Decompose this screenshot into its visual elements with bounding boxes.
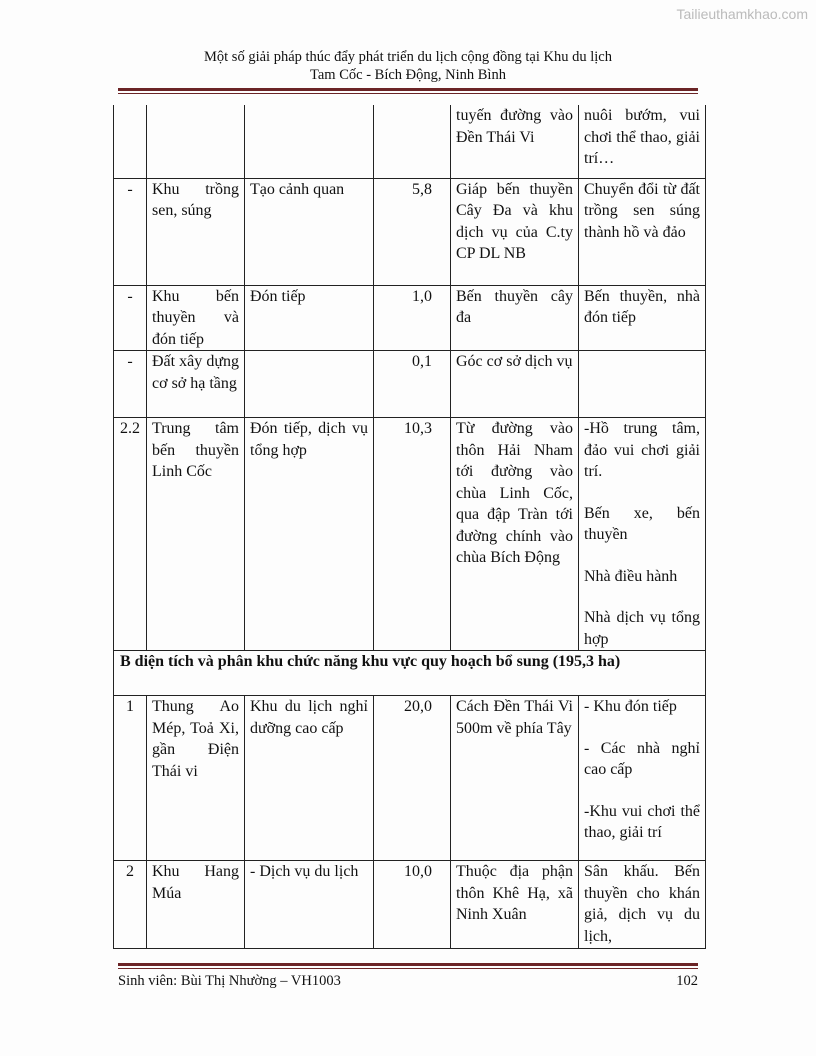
note-item: Bến thuyền, nhà đón tiếp xyxy=(584,287,700,326)
note-item: nuôi bướm, vui chơi thể thao, giải trí… xyxy=(584,107,700,167)
area-function: Khu du lịch nghỉ dưỡng cao cấp xyxy=(245,696,374,861)
header-title-line1: Một số giải pháp thúc đẩy phát triển du lịch cộng đồng tại Khu du lịch xyxy=(204,49,612,65)
area-notes xyxy=(579,351,706,418)
area-notes xyxy=(579,178,706,285)
note-item: Nhà dịch vụ tổng hợp xyxy=(584,609,700,648)
area-size xyxy=(374,105,451,178)
area-function xyxy=(245,351,374,418)
footer-rule-thin xyxy=(118,968,698,969)
table-row xyxy=(114,105,706,178)
area-notes xyxy=(579,285,706,351)
area-size: 0,1 xyxy=(374,351,451,418)
table-row xyxy=(114,418,706,651)
note-item: Sân khấu. Bến thuyền cho khán giả, dịch vụ du lịch, xyxy=(584,863,700,945)
page-header xyxy=(0,48,816,84)
area-name: Đất xây dựng cơ sở hạ tầng xyxy=(147,351,245,418)
section-row xyxy=(114,651,706,696)
zoning-table xyxy=(113,105,706,949)
table-row xyxy=(114,285,706,351)
area-size: 5,8 xyxy=(374,178,451,285)
table-row xyxy=(114,861,706,949)
area-location: Từ đường vào thôn Hải Nham tới đường vào chùa Linh Cốc, qua đập Tràn tới đường chính vào chùa Bích Động xyxy=(451,418,579,651)
header-rule-thin xyxy=(118,93,698,94)
area-location: Thuộc địa phận thôn Khê Hạ, xã Ninh Xuân xyxy=(451,861,579,949)
area-notes xyxy=(579,861,706,949)
area-location: Bến thuyền cây đa xyxy=(451,285,579,351)
table-row xyxy=(114,696,706,861)
row-index: 1 xyxy=(114,696,147,861)
note-item: -Hồ trung tâm, đảo vui chơi giải trí. xyxy=(584,420,700,480)
area-function: Đón tiếp xyxy=(245,285,374,351)
note-item: Chuyển đổi từ đất trồng sen súng thành hồ và đảo xyxy=(584,180,700,241)
area-location: Giáp bến thuyền Cây Đa và khu dịch vụ của C.ty CP DL NB xyxy=(451,178,579,285)
area-name: Thung Ao Mép, Toả Xi, gần Điện Thái vi xyxy=(147,696,245,861)
row-index: 2.2 xyxy=(114,418,147,651)
area-name: Khu bến thuyền và đón tiếp xyxy=(147,285,245,351)
page-footer xyxy=(118,973,698,990)
section-heading: B diện tích và phân khu chức năng khu vực quy hoạch bổ sung (195,3 ha) xyxy=(114,651,706,696)
watermark: Tailieuthamkhao.com xyxy=(676,6,808,22)
area-function: - Dịch vụ du lịch xyxy=(245,861,374,949)
row-index: - xyxy=(114,178,147,285)
header-title-line2: Tam Cốc - Bích Động, Ninh Bình xyxy=(310,67,506,83)
area-notes xyxy=(579,418,706,651)
area-location: Góc cơ sở dịch vụ xyxy=(451,351,579,418)
area-size: 1,0 xyxy=(374,285,451,351)
row-index: - xyxy=(114,285,147,351)
area-function: Tạo cảnh quan xyxy=(245,178,374,285)
page-number: 102 xyxy=(676,973,698,989)
note-item: -Khu vui chơi thể thao, giải trí xyxy=(584,802,700,841)
area-size: 20,0 xyxy=(374,696,451,861)
area-name: Khu trồng sen, súng xyxy=(147,178,245,285)
note-item: - Các nhà nghỉ cao cấp xyxy=(584,739,700,778)
area-function: Đón tiếp, dịch vụ tổng hợp xyxy=(245,418,374,651)
row-index: - xyxy=(114,351,147,418)
note-item: - Khu đón tiếp xyxy=(584,698,677,715)
area-function xyxy=(245,105,374,178)
area-name xyxy=(147,105,245,178)
footer-rule xyxy=(118,963,698,966)
area-size: 10,3 xyxy=(374,418,451,651)
note-item: Bến xe, bến thuyền xyxy=(584,504,700,543)
area-size: 10,0 xyxy=(374,861,451,949)
note-item: Nhà điều hành xyxy=(584,567,678,585)
header-rule xyxy=(118,88,698,91)
area-notes xyxy=(579,105,706,178)
area-notes xyxy=(579,696,706,861)
area-name: Khu Hang Múa xyxy=(147,861,245,949)
area-name: Trung tâm bến thuyền Linh Cốc xyxy=(147,418,245,651)
row-index xyxy=(114,105,147,178)
area-location: Cách Đền Thái Vi 500m về phía Tây xyxy=(451,696,579,861)
table-row xyxy=(114,351,706,418)
area-location: tuyến đường vào Đền Thái Vi xyxy=(451,105,579,178)
row-index: 2 xyxy=(114,861,147,949)
footer-student: Sinh viên: Bùi Thị Nhường – VH1003 xyxy=(118,973,341,989)
table-row xyxy=(114,178,706,285)
